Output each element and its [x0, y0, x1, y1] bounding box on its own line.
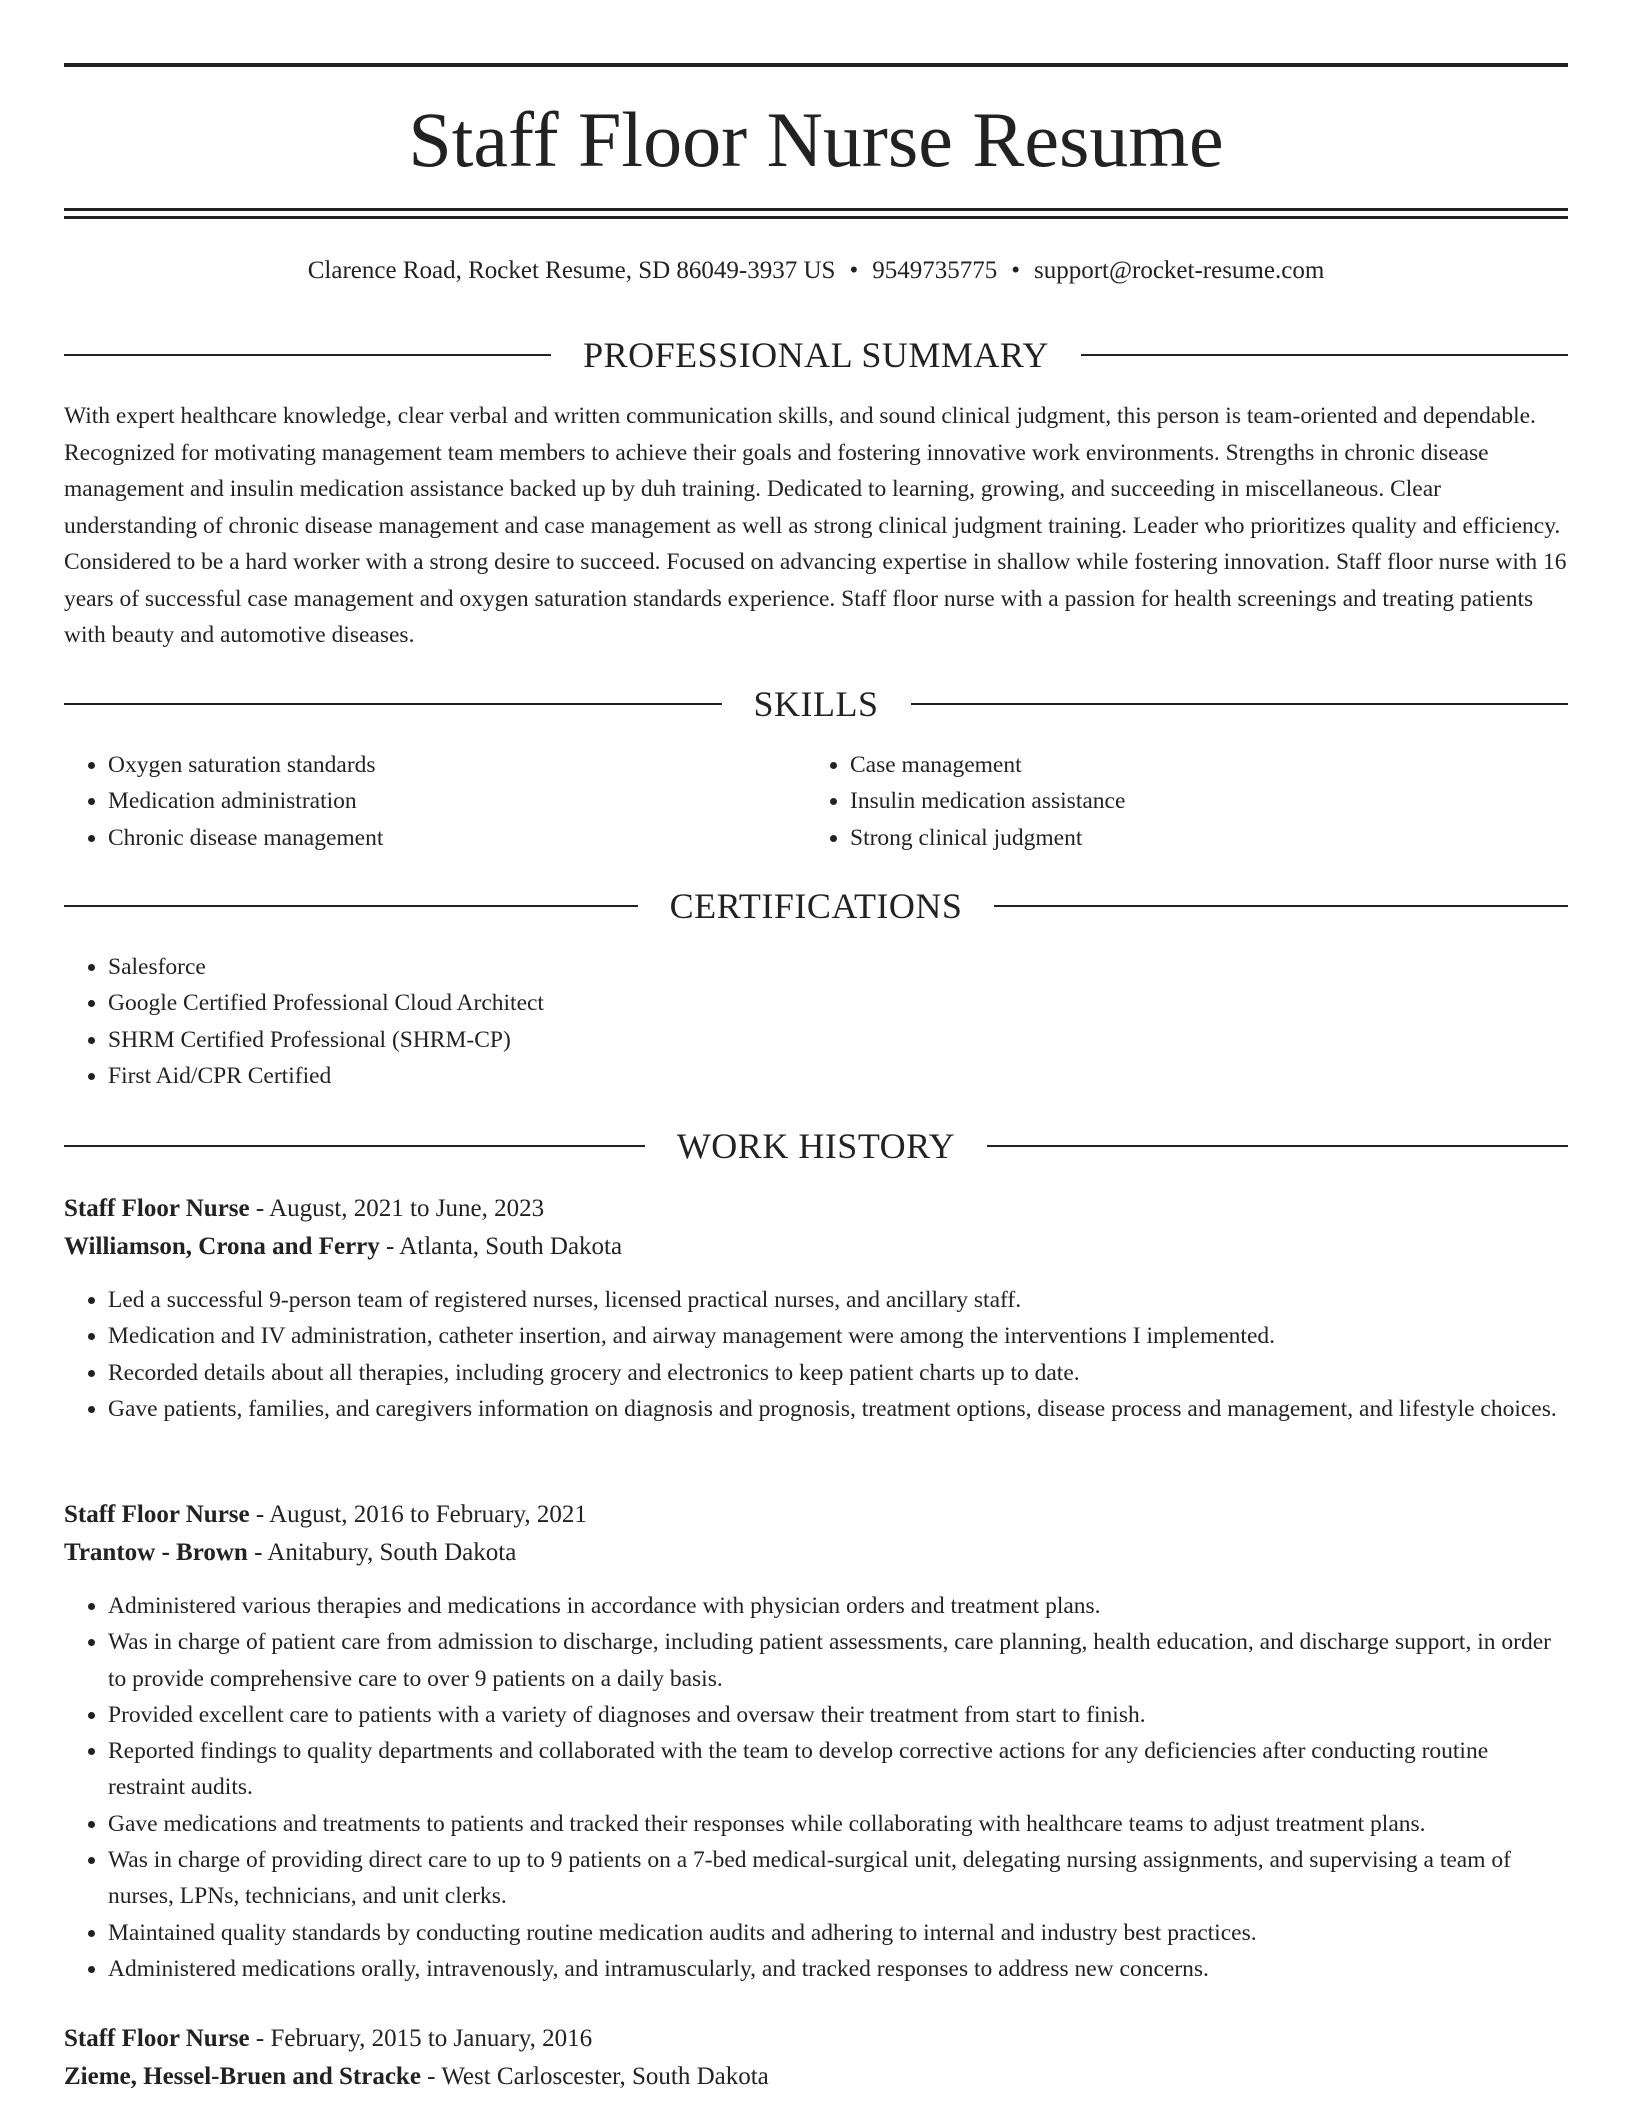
- skills-column-right: [806, 747, 1548, 856]
- dash: -: [254, 1539, 263, 1566]
- job-bullet: • Reported findings to quality departments and collaborated with the team to develop corrective actions for any deficiencies after conducting routine restraint audits.: [108, 1733, 1568, 1806]
- section-header-certifications: [64, 882, 1568, 930]
- job-bullet: • Was in charge of providing direct care to up to 9 patients on a 7-bed medical-surgical unit, delegating nursing assignments, and supervising a team of nurses, LPNs, technicians, and unit clerks.: [108, 1842, 1568, 1915]
- certifications-list: [64, 949, 1568, 1094]
- job-bullet: • Administered various therapies and medications in accordance with physician orders and treatment plans.: [108, 1588, 1568, 1624]
- job-bullet: • Maintained quality standards by conducting routine medication audits and adhering to internal and industry best practices.: [108, 1915, 1568, 1951]
- job-title: Staff Floor Nurse: [64, 1501, 250, 1528]
- skill-item: • Oxygen saturation standards: [108, 747, 806, 783]
- section-rule-right: [911, 703, 1569, 705]
- contact-separator: •: [849, 257, 859, 284]
- skills-list: [64, 747, 1568, 856]
- skill-item: • Medication administration: [108, 783, 806, 819]
- certification-item: • First Aid/CPR Certified: [108, 1058, 1568, 1094]
- section-rule-right: [987, 1145, 1568, 1147]
- certification-item: • Google Certified Professional Cloud Architect: [108, 985, 1568, 1021]
- section-header-summary: [64, 331, 1568, 379]
- job-company: Trantow - Brown: [64, 1539, 248, 1566]
- title-double-rule-lower: [64, 216, 1568, 219]
- section-rule-left: [64, 354, 551, 356]
- job-bullet: • Led a successful 9-person team of registered nurses, licensed practical nurses, and ancillary staff.: [108, 1282, 1568, 1318]
- skill-item: • Chronic disease management: [108, 820, 806, 856]
- contact-address: Clarence Road, Rocket Resume, SD 86049-3937 US: [307, 257, 836, 284]
- skills-column-left: [64, 747, 806, 856]
- dash: -: [255, 1501, 265, 1528]
- section-title: SKILLS: [753, 684, 879, 724]
- section-rule-right: [994, 905, 1568, 907]
- top-rule: [64, 63, 1568, 67]
- job-bullet: • Provided excellent care to patients with a variety of diagnoses and oversaw their treatment from start to finish.: [108, 1697, 1568, 1733]
- section-title: WORK HISTORY: [676, 1126, 956, 1166]
- section-header-skills: [64, 680, 1568, 728]
- job-location: Atlanta, South Dakota: [399, 1233, 623, 1260]
- skill-item: • Strong clinical judgment: [850, 820, 1548, 856]
- contact-email: support@rocket-resume.com: [1033, 257, 1325, 284]
- job-bullet: • Medication and IV administration, catheter insertion, and airway management were among the interventions I implemented.: [108, 1318, 1568, 1354]
- contact-phone: 9549735775: [872, 257, 998, 284]
- contact-separator: •: [1011, 257, 1020, 284]
- skill-item: • Insulin medication assistance: [850, 783, 1548, 819]
- job-title-line: [64, 2020, 1568, 2058]
- dash: -: [427, 2063, 436, 2090]
- contact-line: [64, 253, 1568, 289]
- job-bullet: • Administered medications orally, intravenously, and intramuscularly, and tracked responses to address new concerns.: [108, 1951, 1568, 1987]
- job-bullets: [64, 1282, 1568, 1427]
- job-title: Staff Floor Nurse: [64, 2025, 250, 2052]
- job-dates: August, 2016 to February, 2021: [269, 1501, 587, 1528]
- job-company-line: [64, 1228, 1568, 1266]
- section-rule-left: [64, 905, 638, 907]
- section-rule-right: [1081, 354, 1568, 356]
- job-bullet: • Gave patients, families, and caregivers information on diagnosis and prognosis, treatment options, disease process and management, and lifestyle choices.: [108, 1391, 1568, 1427]
- section-header-work-history: [64, 1122, 1568, 1170]
- dash: -: [386, 1233, 395, 1260]
- job-company: Zieme, Hessel-Bruen and Stracke: [64, 2063, 421, 2090]
- job-location: West Carloscester, South Dakota: [441, 2063, 769, 2090]
- job-dates: February, 2015 to January, 2016: [270, 2025, 593, 2052]
- resume-title: Staff Floor Nurse Resume: [408, 96, 1224, 183]
- section-title: PROFESSIONAL SUMMARY: [583, 335, 1049, 375]
- job-title: Staff Floor Nurse: [64, 1195, 250, 1222]
- skill-item: • Case management: [850, 747, 1548, 783]
- job-entry: [64, 1190, 1568, 1427]
- job-entry: [64, 2020, 1568, 2096]
- job-location: Anitabury, South Dakota: [267, 1539, 517, 1566]
- job-bullet: • Gave medications and treatments to patients and tracked their responses while collaborating with healthcare teams to adjust treatment plans.: [108, 1806, 1568, 1842]
- job-title-line: [64, 1496, 1568, 1534]
- job-bullet: • Recorded details about all therapies, including grocery and electronics to keep patient charts up to date.: [108, 1355, 1568, 1391]
- job-title-line: [64, 1190, 1568, 1228]
- job-bullet: • Was in charge of patient care from admission to discharge, including patient assessments, care planning, health education, and discharge support, in order to provide comprehensive care to over 9 patients on a daily basis.: [108, 1624, 1568, 1697]
- section-title: CERTIFICATIONS: [669, 886, 963, 926]
- job-company: Williamson, Crona and Ferry: [64, 1233, 380, 1260]
- dash: -: [255, 2025, 265, 2052]
- job-bullets: [64, 1588, 1568, 1987]
- dash: -: [255, 1195, 265, 1222]
- job-dates: August, 2021 to June, 2023: [269, 1195, 545, 1222]
- certification-item: • SHRM Certified Professional (SHRM-CP): [108, 1022, 1568, 1058]
- summary-paragraph: With expert healthcare knowledge, clear verbal and written communication skills, and sound clinical judgment, this person is team-oriented and dependable. Recognized for motivating management team members to achieve their goals and fostering innovative work environments. Strengths in chronic disease management and insulin medication assistance backed up by duh training. Dedicated to learning, growing, and succeeding in miscellaneous. Clear understanding of chronic disease management and case management as well as strong clinical judgment training. Leader who prioritizes quality and efficiency. Considered to be a hard worker with a strong desire to succeed. Focused on advancing expertise in shallow while fostering innovation. Staff floor nurse with 16 years of successful case management and oxygen saturation standards experience. Staff floor nurse with a passion for health screenings and treating patients with beauty and automotive diseases.: [64, 403, 1567, 648]
- job-entry: [64, 1496, 1568, 1987]
- job-company-line: [64, 2058, 1568, 2096]
- certification-item: • Salesforce: [108, 949, 1568, 985]
- job-company-line: [64, 1534, 1568, 1572]
- title-double-rule-upper: [64, 208, 1568, 211]
- section-rule-left: [64, 1145, 645, 1147]
- section-rule-left: [64, 703, 722, 705]
